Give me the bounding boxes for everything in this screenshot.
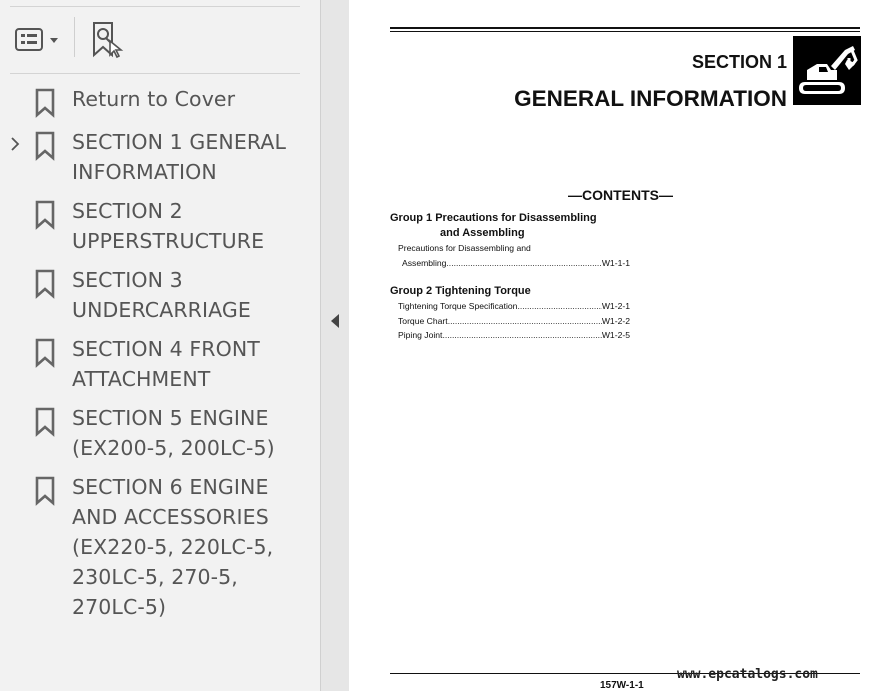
bookmarks-toolbar [10,6,300,74]
bookmark-icon [34,131,56,161]
toc-entry-text: Precautions for Disassembling and [398,243,531,253]
toc-group-1-title [390,211,630,241]
toc-entry[interactable] [390,314,630,329]
toc-entry[interactable] [390,299,630,314]
toc-entry-page: W1-1-1 [601,257,630,268]
bookmark-icon [34,269,56,299]
bookmark-section-4[interactable] [0,334,320,394]
bookmark-label: SECTION 2 UPPERSTRUCTURE [72,199,265,253]
panel-splitter[interactable] [320,0,349,691]
toc-group-2-title: Group 2 Tightening Torque [390,285,531,297]
toc-group-1-line1: Group 1 Precautions for Disassembling [390,212,597,224]
section-label: SECTION 1 [691,52,787,72]
bookmark-label: SECTION 4 FRONT ATTACHMENT [72,337,260,391]
toc-leader [517,299,601,314]
toc-group-1-line2: and Assembling [440,227,525,239]
collapse-panel-button[interactable] [327,310,343,332]
bookmark-label: SECTION 5 ENGINE (EX200-5, 200LC-5) [72,406,275,460]
bookmark-label: SECTION 3 UNDERCARRIAGE [72,268,251,322]
chevron-right-icon[interactable] [8,137,22,151]
toc-entry-text: Piping Joint [398,330,443,340]
toc-entry[interactable] [390,328,630,343]
document-page [349,0,890,691]
list-options-icon [14,26,60,54]
bookmark-search-icon [88,21,124,59]
toolbar-separator [74,17,75,57]
section-title: GENERAL INFORMATION [514,86,787,111]
header-rule-thin [390,31,860,32]
bookmark-section-5[interactable] [0,403,320,463]
toc-entry-page: W1-2-2 [601,315,630,326]
bookmark-icon [34,407,56,437]
toc-entry-text: Assembling [402,257,447,268]
bookmark-section-3[interactable] [0,265,320,325]
table-of-contents [390,211,630,343]
bookmark-list [0,84,320,631]
toc-leader [448,314,602,329]
header-rule [390,27,860,29]
toc-leader [442,328,601,343]
bookmark-label: Return to Cover [72,87,236,111]
toc-entry-text: Tightening Torque Specification [398,301,518,311]
find-bookmark-button[interactable] [86,20,126,60]
bookmark-return-to-cover[interactable] [0,84,320,118]
bookmark-section-6[interactable] [0,472,320,622]
toc-entry-page: W1-2-5 [601,330,630,340]
toc-entry[interactable] [390,256,630,271]
bookmark-icon [34,88,56,118]
page-number: 157W-1-1 [600,680,644,691]
toc-entry-page: W1-2-1 [601,301,630,311]
toc-entry-text: Torque Chart [398,315,448,326]
bookmark-icon [34,338,56,368]
bookmark-icon [34,200,56,230]
contents-heading: —CONTENTS— [568,187,673,203]
toc-leader [446,256,601,271]
excavator-icon [793,36,861,105]
bookmark-label: SECTION 1 GENERAL INFORMATION [72,130,287,184]
chevron-down-icon [50,38,58,43]
excavator-image [793,36,861,105]
bookmark-section-1[interactable] [0,127,320,187]
options-menu-button[interactable] [12,25,62,55]
bookmark-label: SECTION 6 ENGINE AND ACCESSORIES (EX220-5, 220LC-5, 230LC-5, 270-5, 270LC-5) [72,475,274,619]
bookmarks-panel [0,0,320,691]
bookmark-icon [34,476,56,506]
bookmark-section-2[interactable] [0,196,320,256]
watermark-text: www.epcatalogs.com [677,667,818,682]
triangle-left-icon [330,313,340,329]
toc-entry[interactable] [390,241,630,256]
